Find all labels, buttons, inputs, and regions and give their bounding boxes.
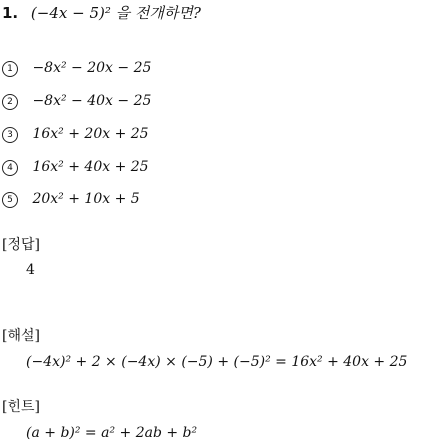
- choice-marker: 1: [2, 61, 18, 77]
- choice-text: 20x² + 10x + 5: [32, 191, 140, 207]
- choice-2[interactable]: [2, 93, 151, 110]
- choice-marker: 3: [2, 127, 18, 143]
- question-number: 1.: [2, 4, 19, 22]
- choice-5[interactable]: [2, 191, 140, 208]
- question: [2, 2, 201, 23]
- answer-value: 4: [26, 262, 35, 278]
- choice-4[interactable]: [2, 159, 149, 176]
- hint-label: [힌트]: [2, 399, 40, 415]
- explanation-label: [해설]: [2, 328, 40, 344]
- choice-1[interactable]: [2, 60, 151, 77]
- question-text: (−4x − 5)² 을 전개하면?: [30, 4, 201, 22]
- explanation-text: (−4x)² + 2 × (−4x) × (−5) + (−5)² = 16x² + 40x + 25: [26, 354, 408, 370]
- choice-text: 16x² + 20x + 25: [32, 126, 149, 142]
- choice-text: −8x² − 40x − 25: [32, 93, 152, 109]
- choice-text: 16x² + 40x + 25: [32, 159, 149, 175]
- choice-text: −8x² − 20x − 25: [32, 60, 152, 76]
- hint-text: (a + b)² = a² + 2ab + b²: [26, 425, 198, 441]
- choice-marker: 4: [2, 160, 18, 176]
- answer-label: [정답]: [2, 237, 40, 253]
- choice-marker: 5: [2, 192, 18, 208]
- choice-marker: 2: [2, 94, 18, 110]
- choice-3[interactable]: [2, 126, 149, 143]
